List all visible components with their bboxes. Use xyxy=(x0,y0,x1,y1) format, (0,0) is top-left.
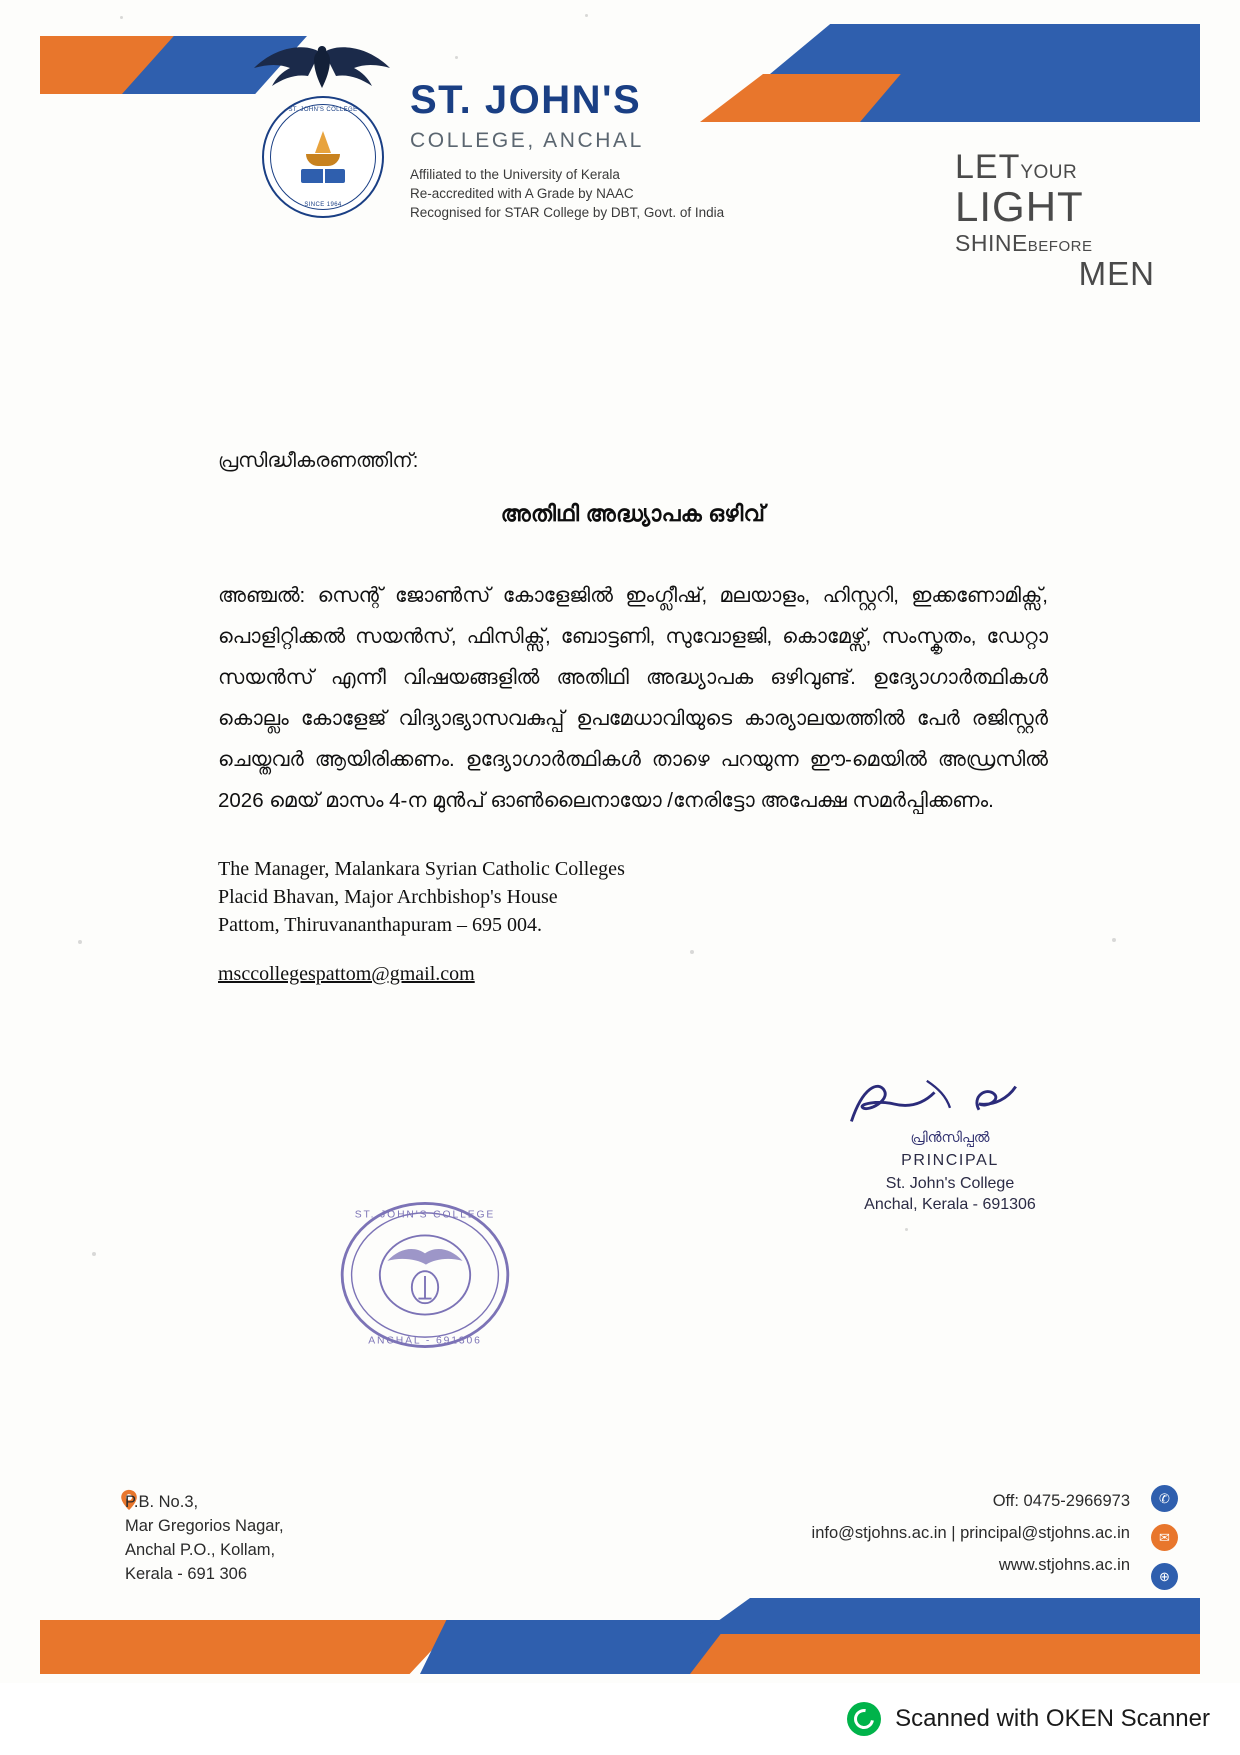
college-motto xyxy=(955,150,1155,290)
official-seal-stamp xyxy=(330,1195,520,1355)
scan-speckle xyxy=(78,940,82,944)
notice-paragraph: അഞ്ചൽ: സെന്റ് ജോൺസ് കോളേജിൽ ഇംഗ്ലീഷ്, മലയാളം, ഹിസ്റ്ററി, ഇക്കണോമിക്സ്, പൊളിറ്റിക്കൽ സയൻസ്, ഫിസിക്സ്, ബോട്ടണി, സുവോളജി, കൊമേഴ്സ്, സംസ്കൃതം, ഡേറ്റാ സയൻസ് എന്നീ വിഷയങ്ങളിൽ അതിഥി അദ്ധ്യാപക ഒഴിവുണ്ട്. ഉദ്യോഗാർത്ഥികൾ കൊല്ലം കോളേജ് വിദ്യാഭ്യാസവകുപ്പ് ഉപമേധാവിയുടെ കാര്യാലയത്തിൽ പേർ രജിസ്റ്റർ ചെയ്തവർ ആയിരിക്കണം. ഉദ്യോഗാർത്ഥികൾ താഴെ പറയുന്ന ഈ-മെയിൽ അഡ്രസിൽ 2026 മെയ് മാസം 4-ന മുൻപ് ഓൺലൈനായോ /നേരിട്ടോ അപേക്ഷ സമർപ്പിക്കണം. xyxy=(218,584,1048,812)
scanner-watermark-text: Scanned with OKEN Scanner xyxy=(895,1705,1210,1732)
header-ribbon-right-blue-2 xyxy=(860,74,1200,122)
signature-role: PRINCIPAL xyxy=(901,1152,999,1169)
signature-block xyxy=(820,1075,1080,1214)
footer-address-line-1: P.B. No.3, xyxy=(125,1493,199,1511)
address-line-3: Pattom, Thiruvananthapuram – 695 004. xyxy=(218,914,543,936)
motto-line-3: SHINE xyxy=(955,230,1028,256)
crest-top-text: ST. JOHN'S COLLEGE xyxy=(288,107,358,113)
affiliation-line-3: Recognised for STAR College by DBT, Govt. of India xyxy=(410,205,725,220)
footer-address-line-2: Mar Gregorios Nagar, xyxy=(125,1517,284,1535)
scan-speckle xyxy=(120,16,123,19)
scan-speckle xyxy=(455,56,458,59)
svg-text:ST. JOHN'S COLLEGE: ST. JOHN'S COLLEGE xyxy=(354,1209,496,1221)
document-body xyxy=(218,450,1048,986)
motto-line-4: MEN xyxy=(1078,255,1155,292)
college-crest xyxy=(262,96,384,218)
address-line-1: The Manager, Malankara Syrian Catholic Colleges xyxy=(218,858,625,880)
crest-ring-text xyxy=(264,98,382,216)
footer-phone: Off: 0475-2966973 xyxy=(992,1492,1130,1510)
footer-ribbon-orange xyxy=(40,1620,460,1674)
globe-icon: ⊕ xyxy=(1151,1563,1178,1590)
application-email-link[interactable]: msccollegespattom@gmail.com xyxy=(218,963,475,985)
scan-speckle xyxy=(690,950,694,954)
motto-line-3-small: BEFORE xyxy=(1027,238,1093,255)
signature-malayalam: പ്രിൻസിപ്പൽ xyxy=(910,1129,990,1145)
affiliation-line-1: Affiliated to the University of Kerala xyxy=(410,167,620,182)
affiliation-line-2: Re-accredited with A Grade by NAAC xyxy=(410,186,634,201)
footer-address-line-4: Kerala - 691 306 xyxy=(125,1565,248,1583)
motto-line-1-small: YOUR xyxy=(1020,162,1078,183)
motto-line-2: LIGHT xyxy=(955,183,1084,230)
footer-ribbon-blue-2 xyxy=(700,1598,1200,1634)
signature-college: St. John's College xyxy=(885,1175,1015,1192)
footer-address-line-3: Anchal P.O., Kollam, xyxy=(125,1541,276,1559)
svg-text:ANCHAL - 691306: ANCHAL - 691306 xyxy=(368,1335,482,1347)
phone-icon: ✆ xyxy=(1151,1485,1178,1512)
crest-lamp-book-icon xyxy=(296,128,350,186)
header-ribbon-right-blue xyxy=(770,24,1200,74)
footer-ribbon-orange-2 xyxy=(690,1634,1200,1674)
college-subtitle: COLLEGE, ANCHAL xyxy=(410,129,644,152)
scan-speckle xyxy=(585,14,588,17)
scan-speckle xyxy=(1112,938,1116,942)
college-header-text xyxy=(410,78,830,222)
handwritten-signature xyxy=(820,1075,1080,1133)
footer-emails: info@stjohns.ac.in | principal@stjohns.ac.in xyxy=(811,1524,1130,1542)
footer-address xyxy=(125,1490,284,1586)
footer-contact xyxy=(812,1485,1130,1581)
college-name: ST. JOHN'S xyxy=(410,78,642,122)
oken-scanner-icon xyxy=(847,1702,881,1736)
crest-bottom-text: SINCE 1964 xyxy=(304,202,342,208)
manager-address xyxy=(218,855,1048,939)
footer-contact-icons xyxy=(1151,1485,1178,1602)
publish-for-label: പ്രസിദ്ധീകരണത്തിന്: xyxy=(218,450,419,472)
address-line-2: Placid Bhavan, Major Archbishop's House xyxy=(218,886,558,908)
document-title: അതിഥി അദ്ധ്യാപക ഒഴിവ് xyxy=(500,501,766,526)
signature-location: Anchal, Kerala - 691306 xyxy=(864,1196,1036,1213)
scanner-watermark xyxy=(0,1683,1240,1755)
scan-speckle xyxy=(92,1252,96,1256)
scan-speckle xyxy=(905,1228,908,1231)
motto-line-1: LET xyxy=(955,148,1021,186)
footer-website: www.stjohns.ac.in xyxy=(998,1556,1130,1574)
mail-icon: ✉ xyxy=(1151,1524,1178,1551)
